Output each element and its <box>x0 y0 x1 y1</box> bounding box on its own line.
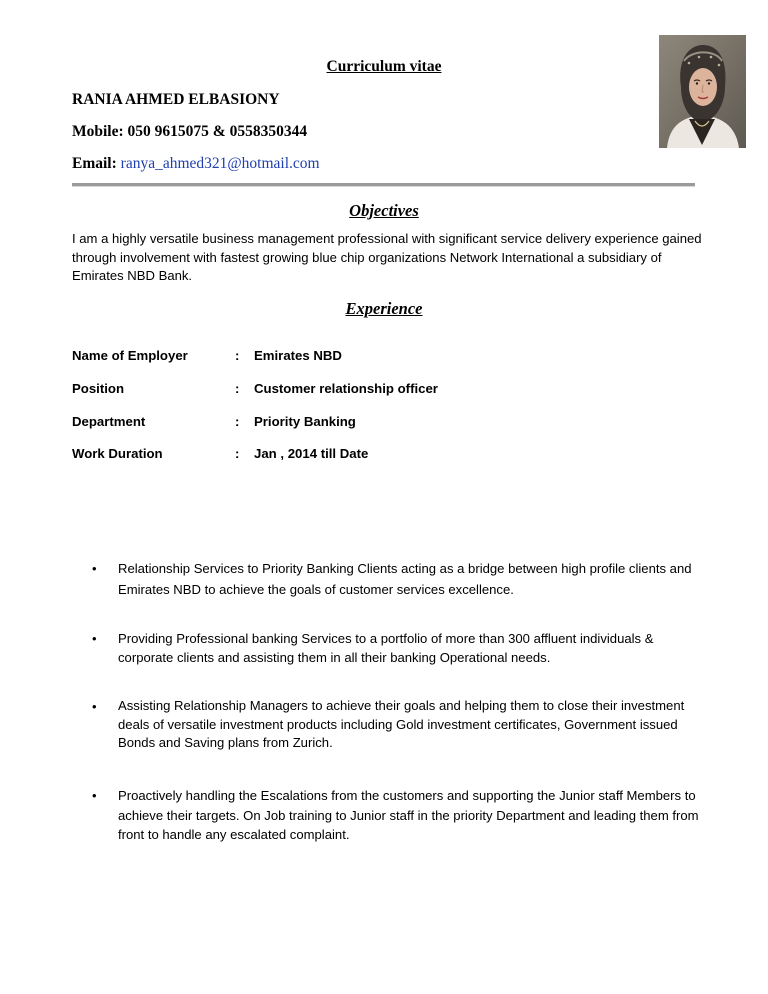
bullet-icon: • <box>92 631 97 646</box>
detail-colon: : <box>235 446 240 461</box>
detail-label: Position <box>72 381 125 396</box>
detail-label: Department <box>72 414 146 429</box>
mobile-value: 050 9615075 & 0558350344 <box>127 123 308 140</box>
bullet-text: Proactively handling the Escalations from the customers and supporting the Junior staff Members to achieve their targets. On Job training to Junior staff in the priority Department and leading them from front to handle any escalated complaint. <box>118 788 699 842</box>
detail-colon: : <box>235 414 240 429</box>
bullet-icon: • <box>92 561 97 576</box>
experience-heading: Experience <box>345 299 423 318</box>
portrait-image <box>659 35 746 148</box>
objectives-heading: Objectives <box>349 201 419 220</box>
email-link[interactable]: ranya_ahmed321@hotmail.com <box>120 155 320 172</box>
detail-value: Priority Banking <box>254 414 356 429</box>
bullet-icon: • <box>92 699 97 714</box>
bullet-icon: • <box>92 788 97 803</box>
mobile-line <box>72 123 307 141</box>
email-label: Email: <box>72 155 117 172</box>
objectives-text: I am a highly versatile business management professional with significant service delivery experience gained through involvement with fastest growing blue chip organizations Network International a subsidiary of Emirates NBD Bank. <box>72 231 702 283</box>
candidate-name: RANIA AHMED ELBASIONY <box>72 91 280 108</box>
document-title: Curriculum vitae <box>326 58 442 75</box>
detail-label: Name of Employer <box>72 348 188 363</box>
detail-colon: : <box>235 381 240 396</box>
bullet-text: Relationship Services to Priority Banking Clients acting as a bridge between high profile clients and Emirates NBD to achieve the goals of customer services excellence. <box>118 561 692 597</box>
detail-value: Jan , 2014 till Date <box>254 446 369 461</box>
detail-value: Emirates NBD <box>254 348 342 363</box>
bullet-text: Providing Professional banking Services to a portfolio of more than 300 affluent individuals & corporate clients and assisting them in all their banking Operational needs. <box>118 631 654 665</box>
bullet-text: Assisting Relationship Managers to achieve their goals and helping them to close their investment deals of versatile investment products including Gold investment certificates, Government issued Bonds and Saving plans from Zurich. <box>118 698 685 750</box>
email-line <box>72 155 320 173</box>
mobile-label: Mobile: <box>72 123 124 140</box>
profile-photo <box>659 35 746 148</box>
header-divider <box>72 183 695 187</box>
detail-label: Work Duration <box>72 446 163 461</box>
detail-value: Customer relationship officer <box>254 381 438 396</box>
detail-colon: : <box>235 348 240 363</box>
